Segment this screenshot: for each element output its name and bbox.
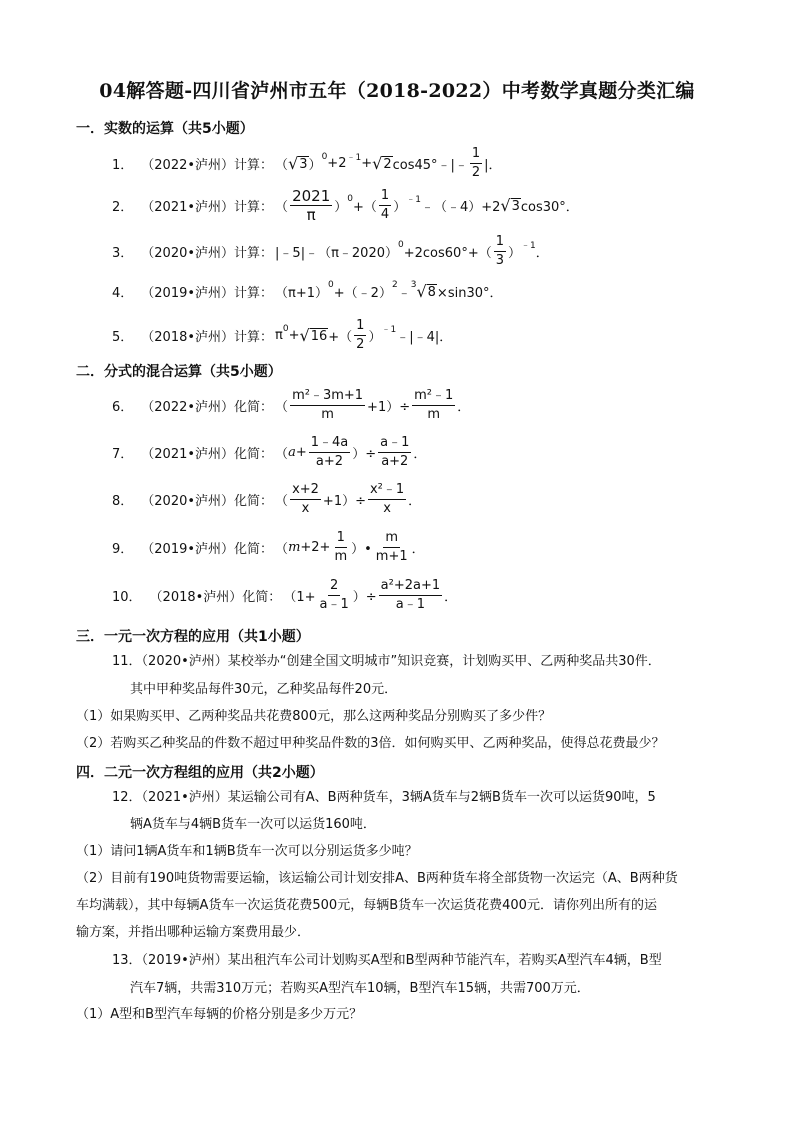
problem-expression: |﹣5|﹣（π﹣2020） 0 +2cos60°+（ $\frac{1}{3}$ ） ﹣1 ． bbox=[275, 234, 549, 268]
problem-expression: （ $\frac{2021}{\pi}$ ） 0 +（ $\frac{1}{4}$ ） ﹣1 ﹣（﹣4）+2 √ 3 cos30°． bbox=[275, 187, 579, 224]
section-heading-3: 三．一元一次方程的应用（共1小题） bbox=[76, 629, 310, 645]
problem-expression: （ $\frac{\text{m²﹣3m+1}}{m}$ +1）÷ $\frac{\text{m²﹣1}}{m}$ ． bbox=[275, 388, 471, 422]
problem-expression: （ a + $\frac{1﹣4a}{a+2}$ ）÷ $\frac{a﹣1}{a+2}$ ． bbox=[275, 435, 427, 469]
problem-5 bbox=[112, 318, 452, 353]
problem-source: （2018•泸州）化简： bbox=[149, 590, 282, 605]
section-heading-1: 一．实数的运算（共5小题） bbox=[76, 121, 254, 137]
problem-number: 6． bbox=[112, 400, 134, 415]
problem-6 bbox=[112, 388, 470, 423]
problem-number: 4． bbox=[112, 286, 134, 301]
problem-expression: （ √ 3 ） 0 +2 ﹣1 + √ 2 cos45°﹣|﹣ $\frac{1}{2}$ |． bbox=[275, 146, 502, 180]
problem-8 bbox=[112, 482, 421, 517]
problem-12-question-2-line-2: 车均满载），其中每辆A货车一次运货花费500元，每辆B货车一次运货花费400元．请你列出所有的运 bbox=[76, 898, 657, 913]
problem-11-question-1: （1）如果购买甲、乙两种奖品共花费800元，那么这两种奖品分别购买了多少件？ bbox=[76, 709, 552, 724]
section-heading-2: 二．分式的混合运算（共5小题） bbox=[76, 364, 282, 380]
problem-9 bbox=[112, 530, 425, 565]
problem-number: 1． bbox=[112, 158, 134, 173]
problem-source: （2021•泸州）计算： bbox=[141, 200, 274, 215]
problem-number: 5． bbox=[112, 330, 134, 345]
problem-11-line-2: 其中甲种奖品每件30元，乙种奖品每件20元． bbox=[130, 682, 398, 697]
problem-source: （2018•泸州）计算： bbox=[141, 330, 274, 345]
problem-13-line-2: 汽车7辆，共需310万元；若购买A型汽车10辆，B型汽车15辆，共需700万元． bbox=[130, 981, 590, 996]
problem-source: （2022•泸州）化简： bbox=[141, 400, 274, 415]
problem-source: （2019•泸州）化简： bbox=[141, 542, 274, 557]
problem-4 bbox=[112, 279, 503, 301]
problem-number: 10． bbox=[112, 590, 142, 605]
problem-expression: （ m +2+ $\frac{1}{m}$ ）• $\frac{m}{m+1}$ ． bbox=[275, 530, 425, 564]
problem-source: （2019•泸州）计算： bbox=[141, 286, 274, 301]
problem-expression: π 0 + √ 16 +（ $\frac{1}{2}$ ） ﹣1 ﹣|﹣4|． bbox=[275, 318, 453, 352]
page-title: 04解答题-四川省泸州市五年（2018-2022）中考数学真题分类汇编 bbox=[99, 80, 695, 102]
problem-7 bbox=[112, 435, 426, 470]
problem-10 bbox=[112, 578, 457, 613]
problem-expression: （1+ $\frac{2}{a﹣1}$ ）÷ $\frac{\text{a²+2a+1}}{a﹣1}$ ． bbox=[283, 578, 458, 612]
problem-13-line-1: 13．（2019•泸州）某出租汽车公司计划购买A型和B型两种节能汽车，若购买A型汽车4辆，B型 bbox=[112, 953, 662, 968]
problem-expression: （ $\frac{x+2}{x}$ +1）÷ $\frac{\text{x²﹣1}}{x}$ ． bbox=[275, 482, 422, 516]
problem-11-question-2: （2）若购买乙种奖品的件数不超过甲种奖品件数的3倍．如何购买甲、乙两种奖品，使得总花费最少？ bbox=[76, 736, 665, 751]
problem-expression: （π+1） 0 +（﹣2） 2 ﹣ 3 √ 8 ×sin30°． bbox=[275, 279, 503, 301]
problem-number: 7． bbox=[112, 447, 134, 462]
problem-number: 8． bbox=[112, 494, 134, 509]
problem-source: （2020•泸州）计算： bbox=[141, 246, 274, 261]
problem-11-line-1: 11．（2020•泸州）某校举办“创建全国文明城市”知识竞赛，计划购买甲、乙两种奖品共30件． bbox=[112, 654, 661, 669]
problem-12-line-2: 辆A货车与4辆B货车一次可以运货160吨． bbox=[130, 817, 376, 832]
problem-12-line-1: 12．（2021•泸州）某运输公司有A、B两种货车，3辆A货车与2辆B货车一次可以运货90吨，5 bbox=[112, 790, 656, 805]
problem-1 bbox=[112, 146, 502, 181]
problem-source: （2021•泸州）化简： bbox=[141, 447, 274, 462]
problem-number: 3． bbox=[112, 246, 134, 261]
problem-number: 9． bbox=[112, 542, 134, 557]
problem-13-question-1: （1）A型和B型汽车每辆的价格分别是多少万元？ bbox=[76, 1007, 363, 1022]
problem-12-question-2-line-1: （2）目前有190吨货物需要运输，该运输公司计划安排A、B两种货车将全部货物一次运完（A、B两种货 bbox=[76, 871, 678, 886]
problem-2 bbox=[112, 188, 579, 223]
section-heading-4: 四．二元一次方程组的应用（共2小题） bbox=[76, 765, 324, 781]
problem-number: 2． bbox=[112, 200, 134, 215]
problem-12-question-2-line-3: 输方案，并指出哪种运输方案费用最少． bbox=[76, 925, 311, 940]
problem-source: （2020•泸州）化简： bbox=[141, 494, 274, 509]
problem-3 bbox=[112, 234, 549, 269]
problem-source: （2022•泸州）计算： bbox=[141, 158, 274, 173]
problem-12-question-1: （1）请问1辆A货车和1辆B货车一次可以分别运货多少吨？ bbox=[76, 844, 418, 859]
